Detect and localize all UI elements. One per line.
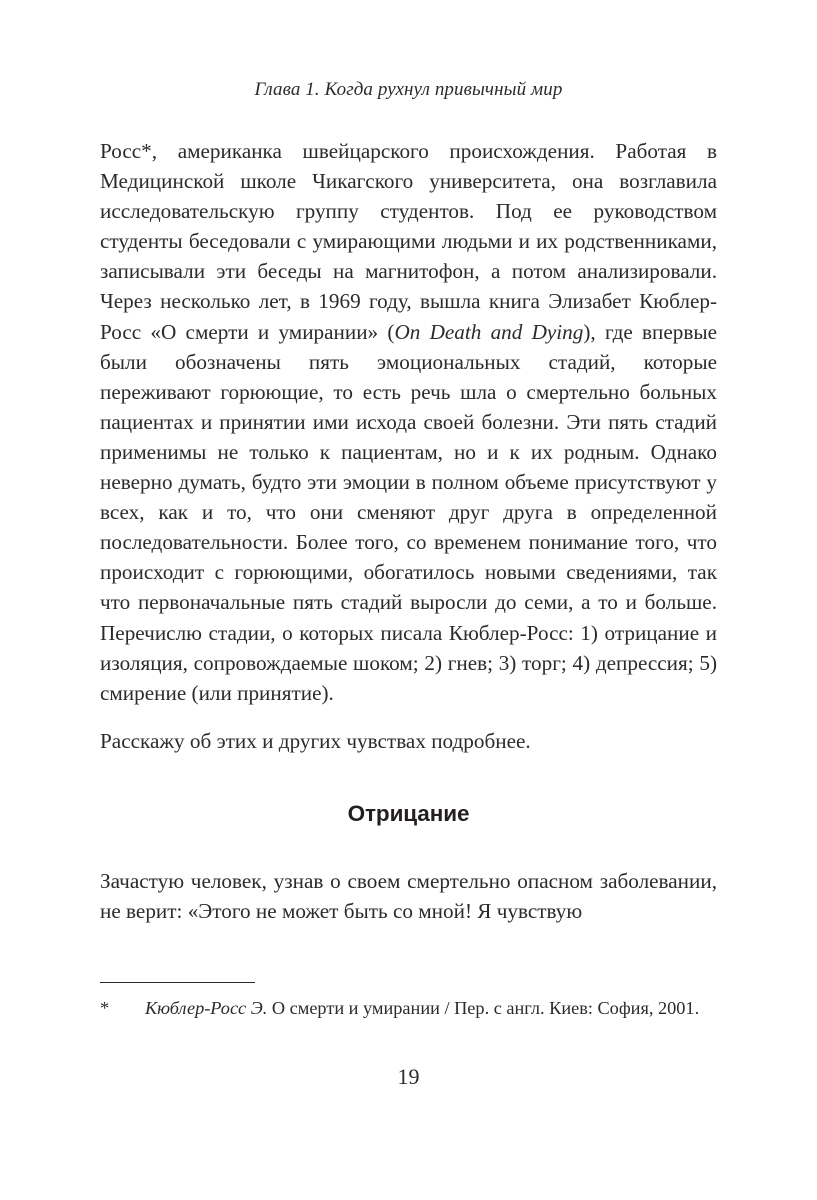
paragraph-continuation [100, 136, 717, 708]
section-heading-otricanie: Отрицание [347, 800, 470, 826]
footnote-text: О смерти и умирании / Пер. с англ. Киев: София, 2001. [267, 998, 700, 1018]
book-title-italic: On Death and Dying [394, 319, 584, 344]
footnote-separator-rule [100, 982, 255, 983]
text-column [100, 136, 717, 926]
running-header: Глава 1. Когда рухнул привычный мир [254, 79, 563, 100]
paragraph-2: Расскажу об этих и других чувствах подробнее. [100, 728, 531, 753]
footnote-marker: * [100, 998, 110, 1018]
paragraph-1-part-1: Росс*, американка швейцарского происхождения. Работая в Медицинской школе Чикагского университета, она возглавила исследовательскую группу студентов. Под ее руководством студенты беседовали с умирающими людьми и их родственниками, записывали эти беседы на магнитофон, а потом анализировали. Через несколько лет, в 1969 году, вышла книга Элизабет Кюблер-Росс «О смерти и умирании» ( [100, 139, 717, 344]
paragraph-1-part-2: ), где впервые были обозначены пять эмоциональных стадий, которые переживают горюющие, то есть речь шла о смертельно больных пациентах и принятии ими исхода своей болезни. Эти пять стадий применимы не только к пациентам, но и к их родным. Однако неверно думать, будто эти эмоции в полном объеме присутствуют у всех, как и то, что они сменяют друг друга в определенной последовательности. Более того, со временем понимание того, что происходит с горюющими, обогатилось новыми сведениями, так что первоначальные пять стадий выросли до семи, а то и больше. Перечислю стадии, о которых писала Кюблер-Росс: 1) отрицание и изоляция, сопровождаемые шоком; 2) гнев; 3) торг; 4) депрессия; 5) смирение (или принятие). [100, 319, 717, 705]
footnote-author-italic: Кюблер-Росс Э. [145, 998, 268, 1018]
paragraph-3: Зачастую человек, узнав о своем смертельно опасном заболевании, не верит: «Этого не может быть со мной! Я чувствую [100, 868, 717, 923]
page-number: 19 [397, 1064, 420, 1089]
footnote-entry [100, 995, 717, 1021]
footnote-block [100, 982, 717, 1021]
section-heading-wrap [100, 800, 717, 828]
